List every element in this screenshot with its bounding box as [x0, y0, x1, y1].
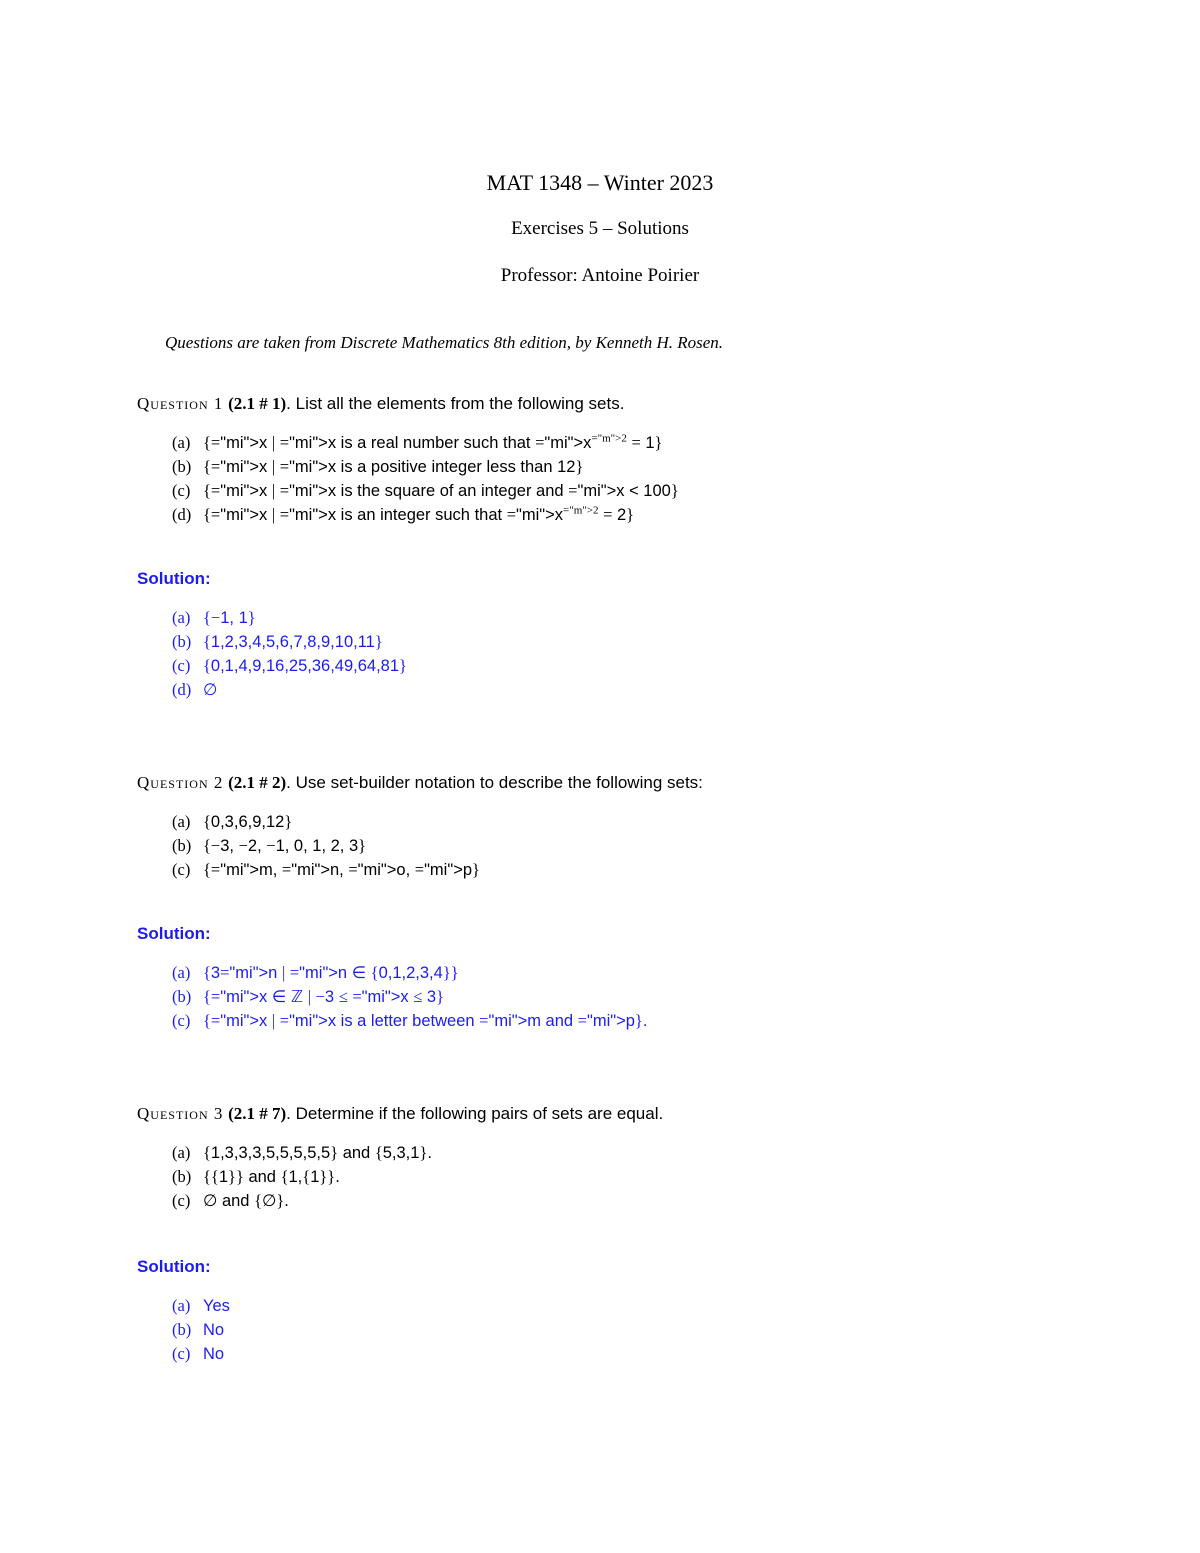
item-text: No	[203, 1321, 225, 1339]
item-label: (b)	[172, 1167, 192, 1186]
item-text: {="mi">x | ="mi">x is the square of an integer and ="mi">x < 100}	[203, 481, 679, 500]
item-text: ∅	[203, 680, 218, 699]
question-2-label: Question 2	[137, 773, 224, 792]
solution-1-item-c	[172, 654, 407, 678]
item-text: Yes	[203, 1297, 230, 1315]
item-text: {="mi">x | ="mi">x is an integer such that $="mi">x^{="m">2} = 2$}	[203, 504, 635, 524]
item-text: {="mi">x | ="mi">x is a positive integer less than 12}	[203, 457, 584, 476]
question-3-item-b	[172, 1165, 432, 1189]
item-text: {−1, 1}	[203, 608, 256, 627]
item-text: {0,3,6,9,12}	[203, 812, 293, 831]
item-text: No	[203, 1345, 225, 1363]
item-text: {="mi">x ∈ ℤ | −3 ≤ ="mi">x ≤ 3}	[203, 987, 445, 1006]
item-label: (c)	[172, 860, 191, 879]
solution-1-heading: Solution:	[137, 569, 211, 588]
item-text: {="mi">x | ="mi">x is a real number such that $="mi">x^{="m">2} = 1$}	[203, 432, 663, 452]
question-1-item-a	[172, 431, 679, 455]
item-label: (a)	[172, 433, 191, 452]
solution-2-item-a	[172, 961, 647, 985]
item-label: (b)	[172, 457, 192, 476]
item-text: {3="mi">n | ="mi">n ∈ {0,1,2,3,4}}	[203, 963, 459, 982]
item-label: (b)	[172, 987, 192, 1006]
item-text: {−3, −2, −1, 0, 1, 2, 3}	[203, 836, 367, 855]
question-2-item-c	[172, 858, 480, 882]
item-label: (c)	[172, 1011, 191, 1030]
question-1-label: Question 1	[137, 394, 224, 413]
question-1-items	[172, 431, 679, 527]
question-1-item-b	[172, 455, 679, 479]
course-title: MAT 1348 – Winter 2023	[486, 170, 714, 195]
item-label: (c)	[172, 656, 191, 675]
question-1-ref: (2.1 # 1)	[228, 394, 287, 413]
question-1-item-c	[172, 479, 679, 503]
item-label: (a)	[172, 1296, 191, 1315]
solution-3-items	[172, 1294, 230, 1366]
question-3-item-a	[172, 1141, 432, 1165]
question-2-ref: (2.1 # 2)	[228, 773, 287, 792]
item-text: ∅ and {∅}.	[203, 1191, 289, 1210]
question-1-heading	[137, 394, 624, 414]
question-2-text: . Use set-builder notation to describe the following sets:	[286, 773, 703, 792]
source-note: Questions are taken from Discrete Mathematics 8th edition, by Kenneth H. Rosen.	[165, 333, 724, 352]
item-label: (b)	[172, 632, 192, 651]
solution-1-items	[172, 606, 407, 702]
solution-1-item-a	[172, 606, 407, 630]
solution-3-item-a	[172, 1294, 230, 1318]
solution-2-items	[172, 961, 647, 1033]
item-label: (a)	[172, 1143, 191, 1162]
professor-line: Professor: Antoine Poirier	[500, 265, 700, 286]
question-2-item-a	[172, 810, 480, 834]
question-1-item-d	[172, 503, 679, 527]
question-3-label: Question 3	[137, 1104, 224, 1123]
item-label: (d)	[172, 505, 192, 524]
solution-3-item-c	[172, 1342, 230, 1366]
question-2-item-b	[172, 834, 480, 858]
item-text: {="mi">x | ="mi">x is a letter between ="mi">m and ="mi">p}.	[203, 1011, 648, 1030]
item-label: (c)	[172, 481, 191, 500]
item-text: {="mi">m, ="mi">n, ="mi">o, ="mi">p}	[203, 860, 480, 879]
solution-3-item-b	[172, 1318, 230, 1342]
item-label: (c)	[172, 1191, 191, 1210]
question-3-ref: (2.1 # 7)	[228, 1104, 287, 1123]
solution-2-heading: Solution:	[137, 924, 211, 943]
question-3-item-c	[172, 1189, 432, 1213]
question-2-items	[172, 810, 480, 882]
question-3-items	[172, 1141, 432, 1213]
item-text: {1,3,3,3,5,5,5,5,5} and {5,3,1}.	[203, 1143, 432, 1162]
solution-2-item-b	[172, 985, 647, 1009]
item-label: (b)	[172, 1320, 192, 1339]
question-3-text: . Determine if the following pairs of sets are equal.	[286, 1104, 664, 1123]
item-label: (a)	[172, 608, 191, 627]
item-text: {1,2,3,4,5,6,7,8,9,10,11}	[203, 632, 383, 651]
question-1-text: . List all the elements from the following sets.	[286, 394, 625, 413]
document-subtitle: Exercises 5 – Solutions	[511, 218, 689, 239]
item-text: {0,1,4,9,16,25,36,49,64,81}	[203, 656, 407, 675]
solution-1-item-d	[172, 678, 407, 702]
item-text: {{1}} and {1,{1}}.	[203, 1167, 340, 1186]
solution-2-item-c	[172, 1009, 647, 1033]
item-label: (c)	[172, 1344, 191, 1363]
item-label: (b)	[172, 836, 192, 855]
item-label: (a)	[172, 963, 191, 982]
item-label: (d)	[172, 680, 192, 699]
solution-1-item-b	[172, 630, 407, 654]
question-3-heading	[137, 1104, 663, 1124]
solution-3-heading: Solution:	[137, 1257, 211, 1276]
item-label: (a)	[172, 812, 191, 831]
question-2-heading	[137, 773, 703, 793]
